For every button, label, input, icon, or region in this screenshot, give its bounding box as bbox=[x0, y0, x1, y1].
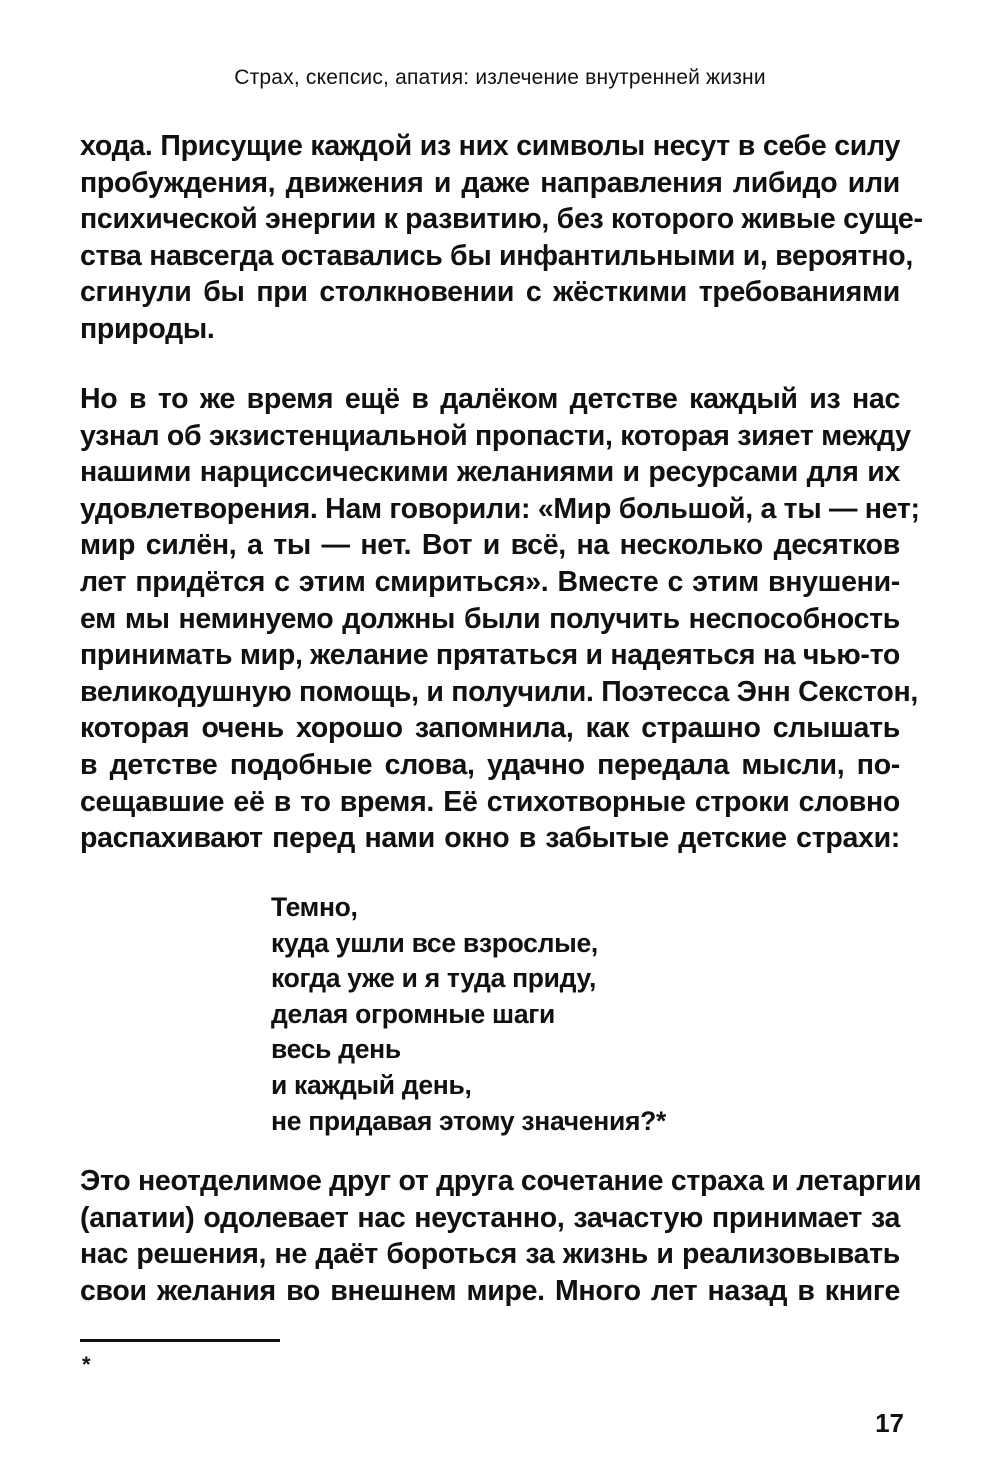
page-number: 17 bbox=[875, 1408, 904, 1438]
text-line: великодушную помощь, и получили. Поэтесса Энн Секстон, bbox=[80, 675, 918, 708]
text-line: лет придётся с этим смириться». Вместе с этим внушени- bbox=[80, 565, 900, 598]
text-line: сещавшие её в то время. Её стихотворные строки словно bbox=[80, 785, 900, 818]
paragraph-1 bbox=[80, 128, 923, 348]
text-line: узнал об экзистенциальной пропасти, которая зияет между bbox=[80, 419, 911, 452]
text-line: хода. Присущие каждой из них символы несут в себе силу bbox=[80, 130, 900, 162]
poem-line: когда уже и я туда приду, bbox=[271, 963, 597, 994]
footnote-marker: * bbox=[82, 1352, 91, 1377]
text-line: нас решения, не даёт бороться за жизнь и реализовывать bbox=[80, 1238, 900, 1271]
poem-quote bbox=[271, 890, 666, 1139]
paragraph-2 bbox=[80, 381, 920, 857]
text-line: свои желания во внешнем мире. Много лет назад в книге bbox=[80, 1274, 900, 1307]
poem-line: Темно, bbox=[271, 892, 358, 922]
poem-line: не придавая этому значения?* bbox=[271, 1105, 667, 1136]
text-line: Это неотделимое друг от друга сочетание страха и летаргии bbox=[80, 1165, 922, 1197]
poem-line: весь день bbox=[271, 1034, 401, 1065]
text-line: ства навсегда оставались бы инфантильными и, вероятно, bbox=[80, 239, 914, 272]
text-line: психической энергии к развитию, без которого живые суще- bbox=[80, 203, 923, 236]
text-line: пробуждения, движения и даже направления либидо или bbox=[80, 166, 900, 199]
text-line: мир силён, а ты — нет. Вот и всё, на несколько десятков bbox=[80, 529, 900, 562]
text-line: сгинули бы при столкновении с жёсткими требованиями bbox=[80, 276, 900, 309]
text-line: нашими нарциссическими желаниями и ресурсами для их bbox=[80, 456, 900, 489]
footnote-divider bbox=[80, 1339, 280, 1342]
running-header: Страх, скепсис, апатия: излечение внутренней жизни bbox=[234, 66, 766, 89]
text-line: Но в то же время ещё в далёком детстве каждый из нас bbox=[80, 383, 900, 415]
text-line: распахивают перед нами окно в забытые детские страхи: bbox=[80, 822, 900, 855]
paragraph-3 bbox=[80, 1163, 922, 1309]
text-line: удовлетворения. Нам говорили: «Мир большой, а ты — нет; bbox=[80, 492, 920, 525]
text-line: принимать мир, желание прятаться и надеяться на чью-то bbox=[80, 639, 901, 672]
text-line: ем мы неминуемо должны были получить неспособность bbox=[80, 602, 900, 635]
text-line: природы. bbox=[80, 312, 215, 345]
text-line: которая очень хорошо запомнила, как страшно слышать bbox=[80, 712, 900, 745]
text-line: (апатии) одолевает нас неустанно, зачастую принимает за bbox=[80, 1201, 900, 1234]
poem-line: делая огромные шаги bbox=[271, 998, 556, 1029]
poem-line: и каждый день, bbox=[271, 1069, 472, 1100]
poem-line: куда ушли все взрослые, bbox=[271, 927, 598, 958]
text-line: в детстве подобные слова, удачно передала мысли, по- bbox=[80, 748, 900, 781]
